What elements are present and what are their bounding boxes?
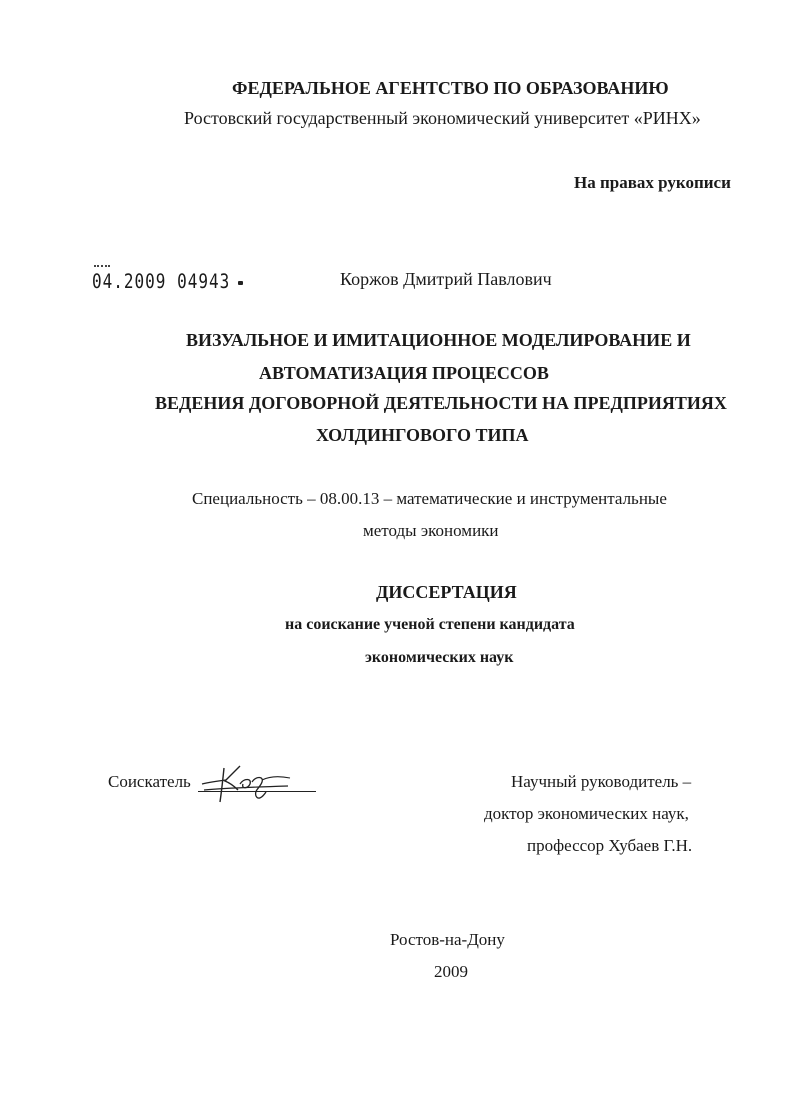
signature-line <box>198 791 316 792</box>
author-name: Коржов Дмитрий Павлович <box>340 269 552 289</box>
degree-line-1: на соискание ученой степени кандидата <box>285 616 575 633</box>
city: Ростов-на-Дону <box>390 930 505 949</box>
title-line-3: ВЕДЕНИЯ ДОГОВОРНОЙ ДЕЯТЕЛЬНОСТИ НА ПРЕДПРИЯТИЯХ <box>155 393 727 413</box>
supervisor-label: Научный руководитель – <box>511 772 692 791</box>
specialty-line-2: методы экономики <box>363 521 499 540</box>
agency-heading: ФЕДЕРАЛЬНОЕ АГЕНТСТВО ПО ОБРАЗОВАНИЮ <box>232 78 669 98</box>
supervisor-name: профессор Хубаев Г.Н. <box>527 836 693 855</box>
university-name: Ростовский государственный экономический университет «РИНХ» <box>184 108 701 128</box>
specialty-line-1: Специальность – 08.00.13 – математические и инструментальные <box>192 489 667 508</box>
document-type: ДИССЕРТАЦИЯ <box>376 582 517 602</box>
registration-stamp-mark <box>94 265 110 268</box>
supervisor-degree: доктор экономических наук, <box>484 804 689 823</box>
registration-number: 04.2009 04943 <box>92 270 231 293</box>
registration-stamp-dot <box>238 281 243 285</box>
title-line-2: АВТОМАТИЗАЦИЯ ПРОЦЕССОВ <box>259 363 549 383</box>
degree-line-2: экономических наук <box>365 649 514 666</box>
signature-image <box>196 762 320 804</box>
manuscript-note: На правах рукописи <box>574 173 731 192</box>
applicant-label: Соискатель <box>108 772 191 791</box>
year: 2009 <box>434 962 468 981</box>
title-line-4: ХОЛДИНГОВОГО ТИПА <box>316 425 529 445</box>
title-line-1: ВИЗУАЛЬНОЕ И ИМИТАЦИОННОЕ МОДЕЛИРОВАНИЕ И <box>186 330 691 350</box>
